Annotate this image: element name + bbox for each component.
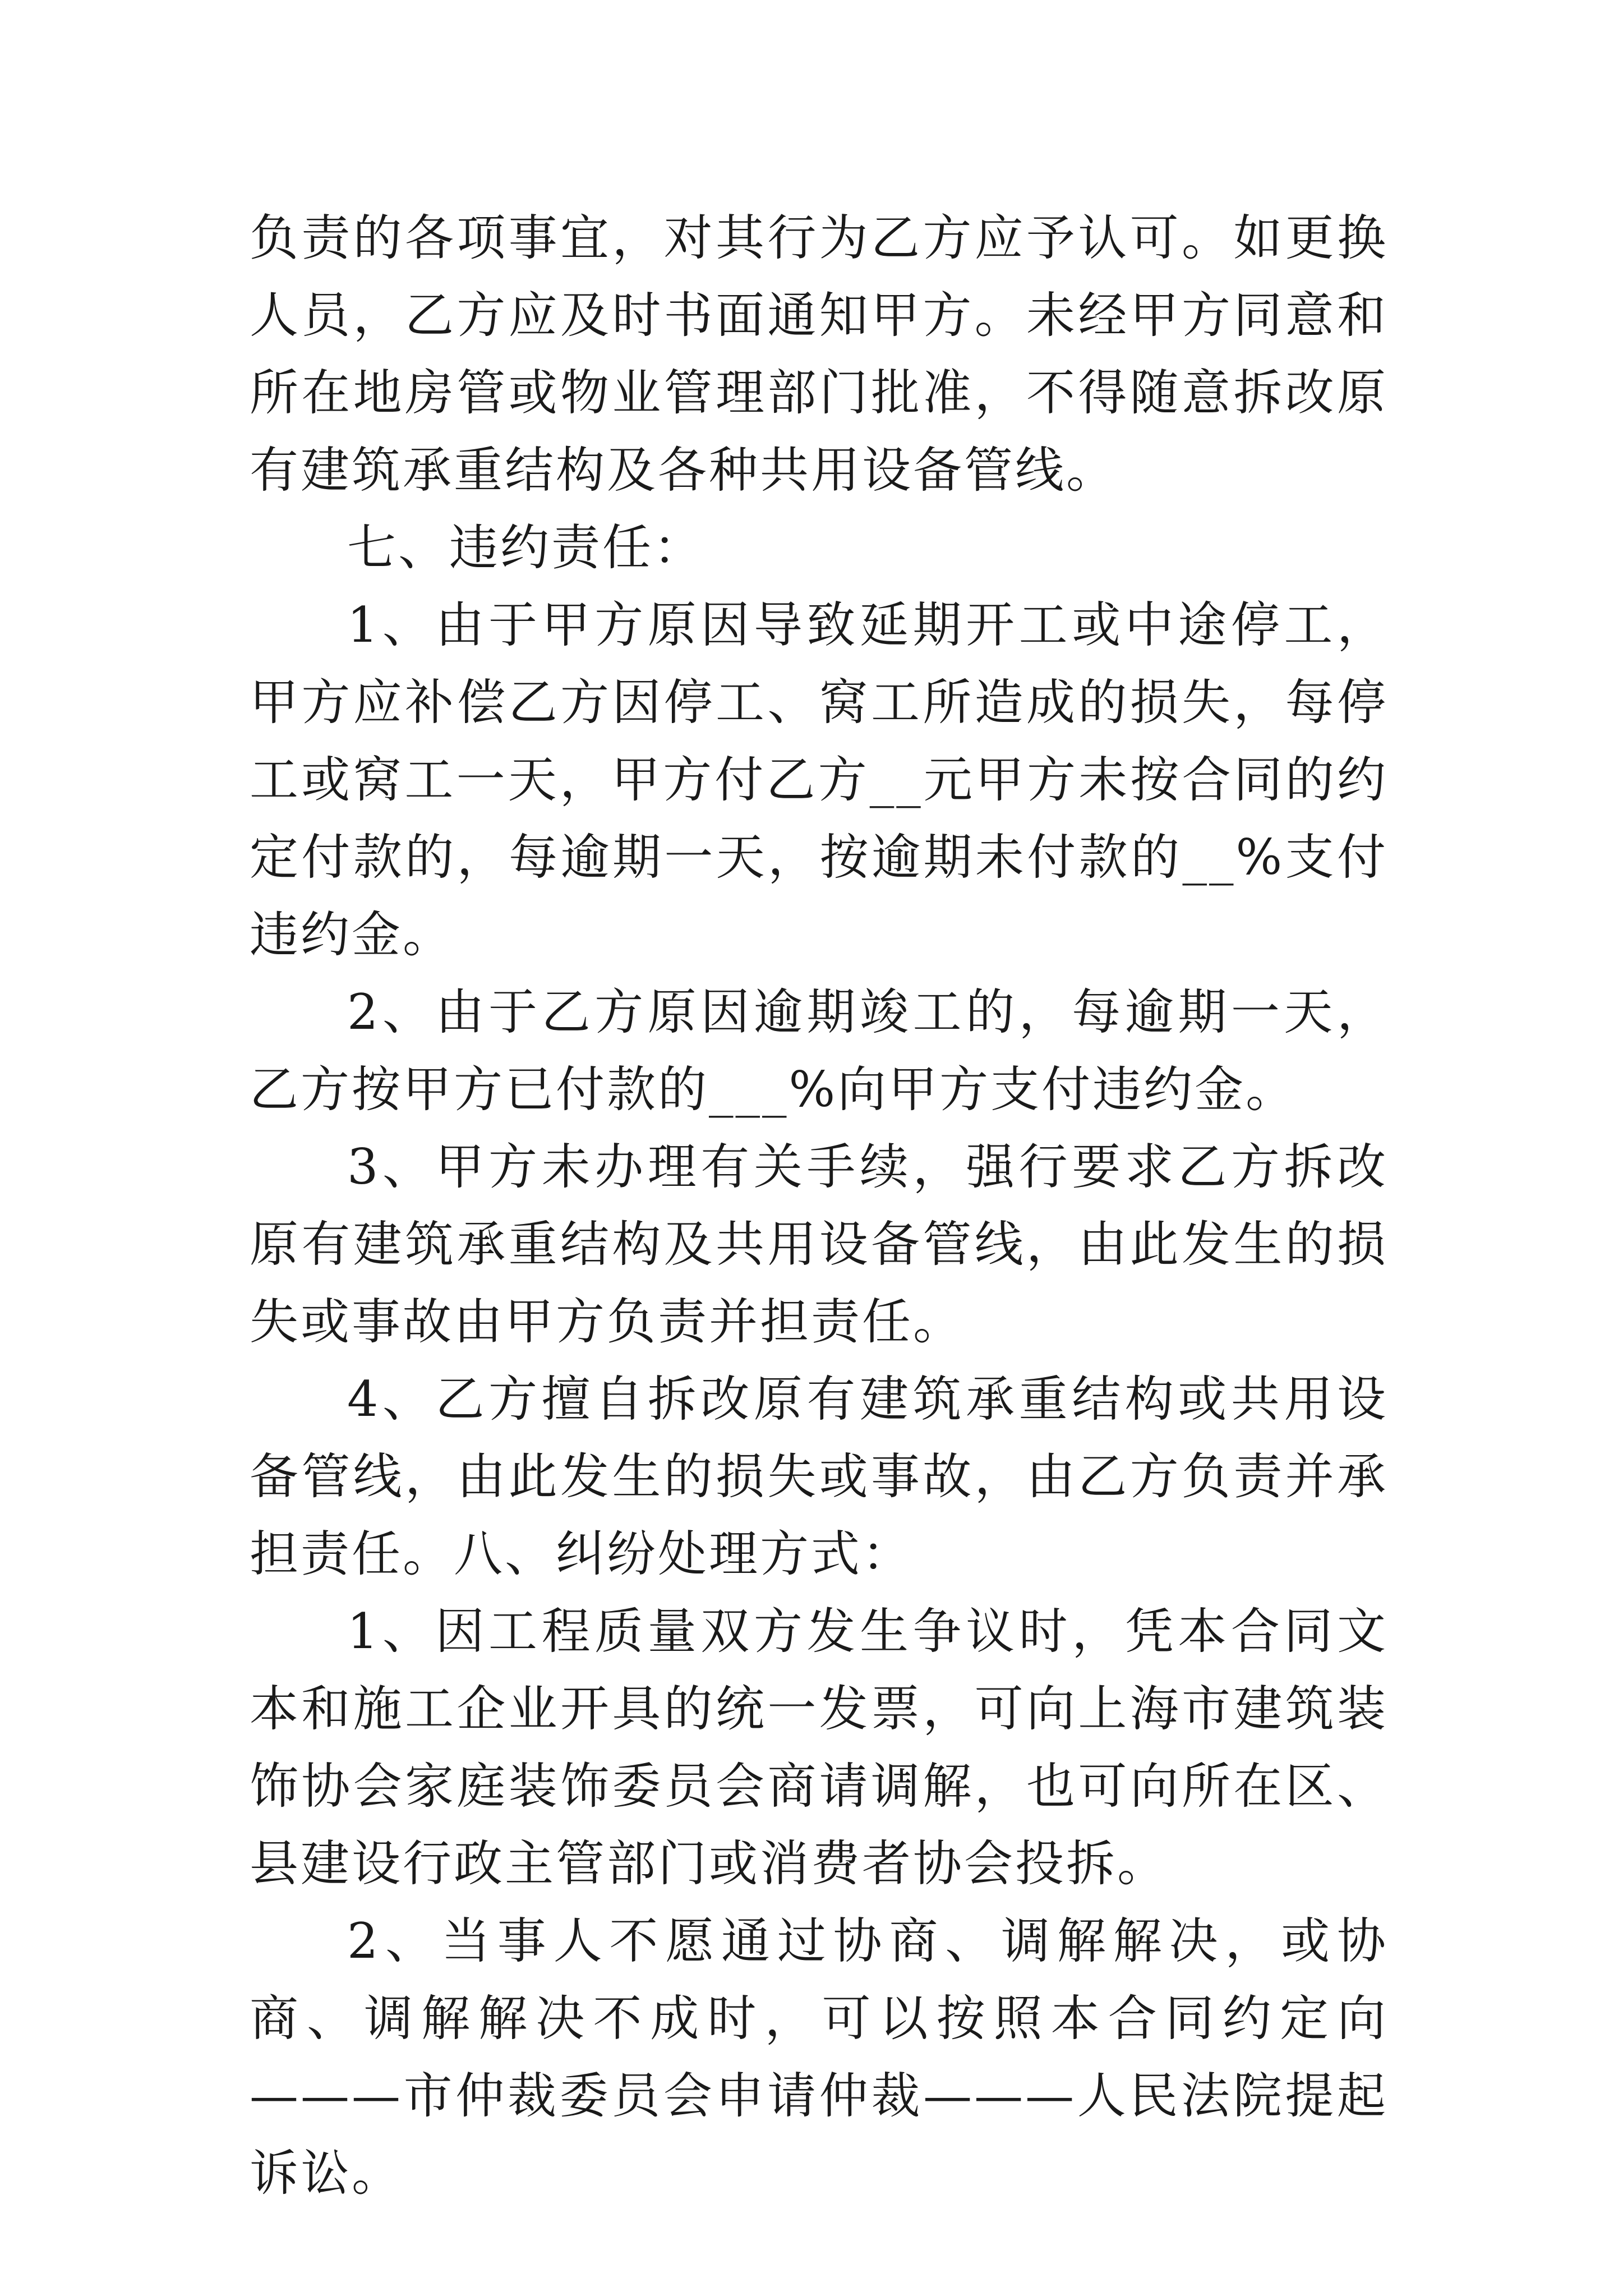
clause-8-1: 1、因工程质量双方发生争议时，凭本合同文本和施工企业开具的统一发票，可向上海市建筑装饰协会家庭装饰委员会商请调解，也可向所在区、县建设行政主管部门或消费者协会投拆。 <box>250 1603 1388 1892</box>
document-body <box>250 199 1388 2212</box>
clause-7-4: 4、乙方擅自拆改原有建筑承重结构或共用设备管线，由此发生的损失或事故，由乙方负责并承担责任。八、纠纷处理方式： <box>250 1370 1388 1582</box>
clause-8-2: 2、当事人不愿通过协商、调解解决，或协商、调解解决不成时，可以按照本合同约定向———市仲裁委员会申请仲裁———人民法院提起诉讼。 <box>250 1912 1388 2202</box>
clause-7-1: 1、由于甲方原因导致延期开工或中途停工，甲方应补偿乙方因停工、窝工所造成的损失，每停工或窝工一天，甲方付乙方__元甲方未按合同的约定付款的，每逾期一天，按逾期未付款的__%支付违约金。 <box>250 596 1388 963</box>
clause-7-3: 3、甲方未办理有关手续，强行要求乙方拆改原有建筑承重结构及共用设备管线，由此发生的损失或事故由甲方负责并担责任。 <box>250 1138 1388 1350</box>
section-heading-breach-liability: 七、违约责任： <box>347 519 704 576</box>
clause-7-2: 2、由于乙方原因逾期竣工的，每逾期一天，乙方按甲方已付款的___%向甲方支付违约金。 <box>250 983 1388 1118</box>
paragraph-continued: 负责的各项事宜，对其行为乙方应予认可。如更换人员，乙方应及时书面通知甲方。未经甲方同意和所在地房管或物业管理部门批准，不得随意拆改原有建筑承重结构及各种共用设备管线。 <box>250 209 1388 499</box>
